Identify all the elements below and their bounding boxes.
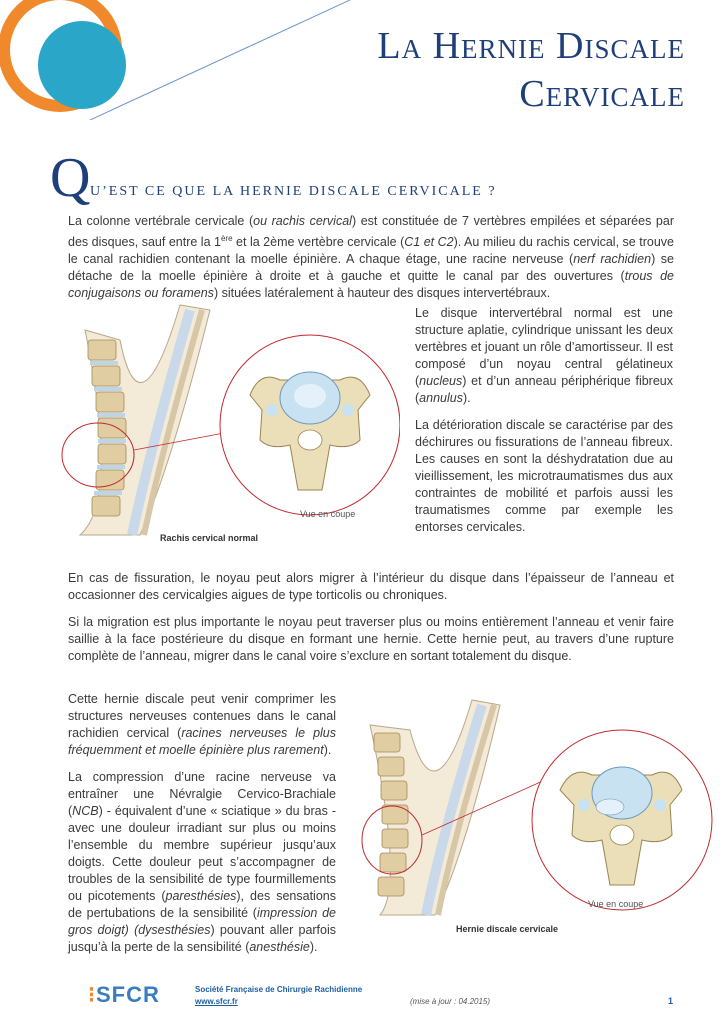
- left-text-3: La compression d’une racine nerveuse va entraîner une Névralgie Cervico-Brachiale (: [68, 770, 336, 818]
- left-italic-2: NCB: [72, 804, 99, 818]
- intro-italic-1: ou rachis cervical: [253, 214, 352, 228]
- left-italic-5: anesthésie: [249, 940, 310, 954]
- footer-sfcr-logo: [88, 982, 160, 1008]
- intro-italic-2: C1 et C2: [404, 235, 454, 250]
- intro-superscript: ère: [220, 234, 233, 243]
- footer-organization: Société Française de Chirurgie Rachidienne: [195, 985, 363, 994]
- footer-logo-text: SFCR: [96, 982, 160, 1007]
- left-text-1: Cette hernie discale peut venir comprimer les structures nerveuses contenues dans le canal rachidien cervical (: [68, 692, 336, 740]
- section-heading: [50, 147, 497, 209]
- page-title-line2: Cervicale: [519, 73, 685, 115]
- figure2-inset-label: Vue en coupe: [588, 899, 644, 909]
- intro-text-5: ) se détache de la moelle épinière à droite et à gauche et quitte le canal par des ouvertures (: [68, 252, 674, 284]
- figure-herniated-disc: [360, 695, 715, 940]
- left-text-6: ) pouvant aller parfois jusqu’à la perte de la sensibilité (: [68, 923, 337, 954]
- left-text-5: ), des sensations de pertubations de la sensibilité (: [68, 889, 336, 920]
- right-text-3: ).: [462, 391, 471, 405]
- right-paragraph-2: La détérioration discale se caractérise par des déchirures ou fissurations de l’anneau fibreux. Les causes en sont la déshydratation due au vieillissement, les microtraumatismes dus aux contraintes de mobilité et parfois aussi les traumatismes comme par exemple les entorses cervicales.: [415, 418, 673, 534]
- intro-italic-4: trous de conjugaisons ou foramens: [68, 269, 674, 301]
- intro-text-3: et la 2ème vertèbre cervicale (: [232, 235, 405, 250]
- right-column-text: [415, 305, 673, 536]
- left-italic-3: paresthésies: [165, 889, 237, 903]
- middle-paragraph-2: Si la migration est plus importante le noyau peut traverser plus ou moins entièrement l’anneau et venir faire saillie à la face postérieure du disque en formant une hernie. Cette hernie peut, au travers d’une rupture complète de l’anneau, migrer dans le canal voire s’exclure en sortant totalement du disque.: [68, 615, 674, 663]
- left-text-7: ).: [309, 940, 318, 954]
- spine-illustration: [80, 305, 210, 535]
- left-text-2: ).: [323, 743, 332, 757]
- page-title-line1: La Hernie Discale: [377, 25, 685, 67]
- page-number: 1: [668, 996, 674, 1006]
- right-italic-1: nucleus: [419, 374, 463, 388]
- middle-text: [68, 570, 674, 665]
- intro-paragraph: [68, 213, 674, 302]
- intro-text-6: ) situées latéralement à hauteur des disques intervertébraux.: [213, 286, 551, 301]
- left-italic-1: racines nerveuses le plus fréquemment et moelle épinière plus rarement: [68, 726, 336, 757]
- spine-illustration-hernia: [370, 700, 500, 915]
- page-title: [377, 22, 685, 118]
- right-text-1: Le disque intervertébral normal est une structure aplatie, cylindrique unissant les deux vertèbres et jouant un rôle d’amortisseur. Il est composé d’un noyau central gélatineux (: [415, 306, 673, 388]
- header-decor-line: [90, 0, 350, 120]
- left-italic-4: impression de gros doigt) (dysesthésies: [68, 906, 336, 937]
- figure2-caption: Hernie discale cervicale: [456, 924, 559, 934]
- footer-website-link[interactable]: www.sfcr.fr: [195, 997, 238, 1006]
- figure1-caption: Rachis cervical normal: [160, 533, 259, 543]
- right-italic-2: annulus: [419, 391, 463, 405]
- footer-logo-mark: ⁝: [88, 982, 96, 1007]
- intro-text-4: ). Au milieu du rachis cervical, se trouve le canal rachidien contenant la moelle épinière. A chaque étage, une racine nerveuse (: [68, 235, 674, 267]
- middle-paragraph-1: En cas de fissuration, le noyau peut alors migrer à l’intérieur du disque dans l’épaisseur de l’anneau et occasionner des cervicalgies aigues de type torticolis ou chroniques.: [68, 571, 674, 602]
- left-column-text: [68, 691, 336, 956]
- figure1-inset-label: Vue en coupe: [300, 509, 356, 519]
- right-text-2: ) et d’un anneau périphérique fibreux (: [415, 374, 673, 405]
- section-heading-initial: Q: [50, 147, 91, 209]
- left-text-4: ) - équivalent d’une « sciatique » du bras - avec une douleur irradiant sur plus ou moins l’ensemble du membre supérieur jusqu’aux doigts. Cette douleur peut s’accompagner de troubles de la sensibilité de type fourmillements ou picotements (: [68, 804, 336, 903]
- intro-text-1: La colonne vertébrale cervicale (: [68, 214, 254, 228]
- figure-normal-spine: [60, 300, 400, 545]
- section-heading-text: U’EST CE QUE LA HERNIE DISCALE CERVICALE ?: [90, 184, 497, 199]
- footer-update-date: (mise à jour : 04.2015): [410, 997, 491, 1006]
- intro-italic-3: nerf rachidien: [573, 252, 652, 267]
- intro-text-2: ) est constituée de 7 vertèbres empilées et séparées par des disques, sauf entre la 1: [68, 214, 674, 250]
